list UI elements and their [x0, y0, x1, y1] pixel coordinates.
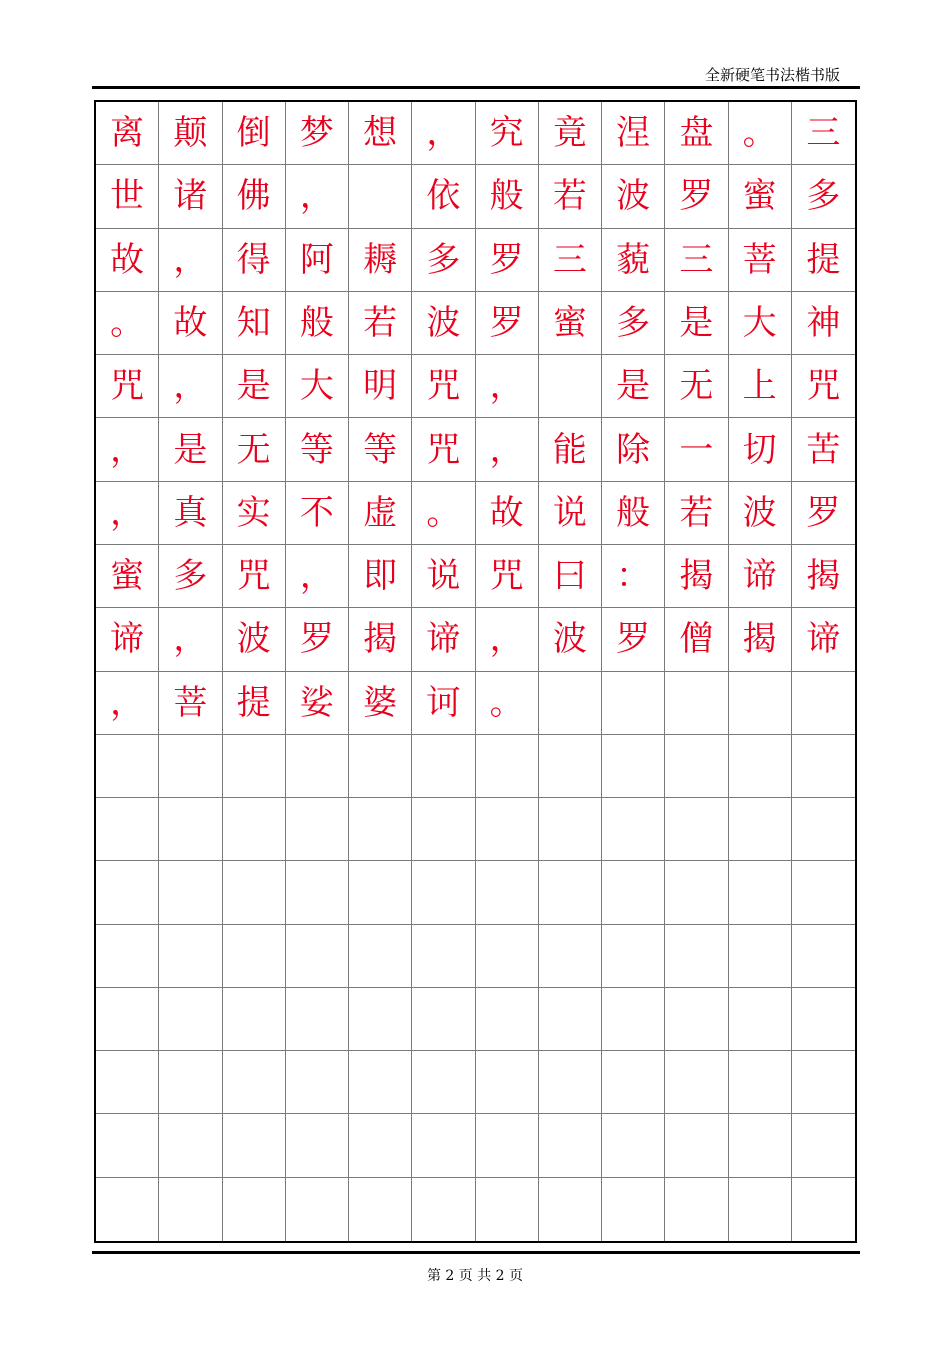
grid-cell — [729, 925, 792, 988]
grid-cell — [476, 1051, 539, 1114]
grid-cell — [412, 988, 475, 1051]
grid-cell: 大 — [286, 355, 349, 418]
grid-cell: 能 — [539, 418, 602, 481]
grid-cell: 三 — [792, 102, 855, 165]
grid-cell — [476, 798, 539, 861]
grid-cell: 一 — [665, 418, 728, 481]
grid-cell: 。 — [412, 482, 475, 545]
grid-cell: 实 — [223, 482, 286, 545]
grid-cell — [96, 798, 159, 861]
grid-cell: 娑 — [286, 672, 349, 735]
grid-cell: 苦 — [792, 418, 855, 481]
grid-cell: 耨 — [349, 229, 412, 292]
grid-cell: ： — [602, 545, 665, 608]
grid-cell — [792, 925, 855, 988]
grid-cell: 咒 — [792, 355, 855, 418]
grid-cell — [349, 165, 412, 228]
grid-cell: 竟 — [539, 102, 602, 165]
grid-cell: 说 — [539, 482, 602, 545]
grid-cell — [159, 798, 222, 861]
grid-cell — [602, 1114, 665, 1177]
grid-cell: 故 — [476, 482, 539, 545]
grid-cell: 多 — [602, 292, 665, 355]
grid-cell — [223, 1051, 286, 1114]
grid-cell — [539, 355, 602, 418]
grid-cell — [223, 925, 286, 988]
grid-cell: 无 — [223, 418, 286, 481]
grid-cell: 依 — [412, 165, 475, 228]
footer-rule — [92, 1251, 860, 1254]
grid-cell — [349, 1051, 412, 1114]
grid-cell — [539, 672, 602, 735]
grid-cell — [729, 1114, 792, 1177]
grid-cell: 罗 — [792, 482, 855, 545]
grid-cell: 神 — [792, 292, 855, 355]
grid-cell: 般 — [286, 292, 349, 355]
grid-cell: 谛 — [792, 608, 855, 671]
grid-cell — [223, 1114, 286, 1177]
grid-cell: 若 — [665, 482, 728, 545]
grid-cell — [729, 735, 792, 798]
grid-cell — [665, 1114, 728, 1177]
grid-cell: 等 — [286, 418, 349, 481]
grid-cell: 盘 — [665, 102, 728, 165]
grid-cell: 倒 — [223, 102, 286, 165]
grid-cell: ， — [476, 608, 539, 671]
grid-cell: 是 — [665, 292, 728, 355]
grid-cell: ， — [96, 672, 159, 735]
grid-cell — [729, 798, 792, 861]
grid-cell: 即 — [349, 545, 412, 608]
grid-cell — [729, 1178, 792, 1241]
grid-cell: 真 — [159, 482, 222, 545]
grid-cell: 梦 — [286, 102, 349, 165]
grid-cell — [412, 925, 475, 988]
grid-cell — [665, 1178, 728, 1241]
grid-cell — [476, 861, 539, 924]
grid-cell — [476, 1178, 539, 1241]
grid-cell — [539, 1114, 602, 1177]
practice-grid — [96, 102, 855, 1241]
grid-cell: 谛 — [96, 608, 159, 671]
grid-cell: 涅 — [602, 102, 665, 165]
grid-cell — [223, 798, 286, 861]
grid-cell — [159, 861, 222, 924]
grid-cell — [349, 861, 412, 924]
grid-cell: 。 — [96, 292, 159, 355]
grid-cell — [476, 988, 539, 1051]
grid-cell — [159, 1178, 222, 1241]
grid-cell: 般 — [602, 482, 665, 545]
grid-cell — [159, 925, 222, 988]
grid-cell — [412, 735, 475, 798]
grid-cell — [539, 861, 602, 924]
grid-cell — [665, 672, 728, 735]
grid-cell: ， — [286, 165, 349, 228]
grid-cell: 波 — [602, 165, 665, 228]
grid-cell: 波 — [539, 608, 602, 671]
grid-cell — [412, 798, 475, 861]
grid-cell: 上 — [729, 355, 792, 418]
grid-cell — [602, 798, 665, 861]
grid-cell — [96, 1051, 159, 1114]
grid-cell: 切 — [729, 418, 792, 481]
grid-cell — [539, 988, 602, 1051]
grid-cell — [223, 735, 286, 798]
grid-cell — [96, 1114, 159, 1177]
grid-cell: 。 — [476, 672, 539, 735]
grid-cell: 波 — [729, 482, 792, 545]
grid-cell: 故 — [96, 229, 159, 292]
grid-cell: 得 — [223, 229, 286, 292]
grid-cell: 诃 — [412, 672, 475, 735]
grid-cell: 咒 — [96, 355, 159, 418]
grid-cell — [539, 1051, 602, 1114]
grid-cell — [792, 672, 855, 735]
grid-cell — [729, 1051, 792, 1114]
grid-cell — [159, 988, 222, 1051]
grid-cell: 虚 — [349, 482, 412, 545]
grid-cell: 多 — [412, 229, 475, 292]
grid-cell — [602, 925, 665, 988]
grid-cell: 揭 — [349, 608, 412, 671]
grid-cell: 揭 — [729, 608, 792, 671]
grid-cell — [349, 798, 412, 861]
grid-cell — [349, 1178, 412, 1241]
grid-cell: 阿 — [286, 229, 349, 292]
grid-cell: 提 — [792, 229, 855, 292]
grid-cell — [286, 861, 349, 924]
grid-cell — [602, 1051, 665, 1114]
grid-cell — [159, 735, 222, 798]
grid-cell: 颠 — [159, 102, 222, 165]
grid-cell — [286, 735, 349, 798]
grid-cell: ， — [286, 545, 349, 608]
grid-cell — [665, 798, 728, 861]
grid-cell: 谛 — [412, 608, 475, 671]
grid-cell — [349, 925, 412, 988]
grid-cell: 诸 — [159, 165, 222, 228]
grid-cell — [286, 988, 349, 1051]
grid-cell: ， — [159, 355, 222, 418]
grid-cell — [792, 798, 855, 861]
grid-cell: 佛 — [223, 165, 286, 228]
grid-cell: 世 — [96, 165, 159, 228]
grid-cell: 若 — [349, 292, 412, 355]
grid-cell — [349, 1114, 412, 1177]
grid-cell — [665, 735, 728, 798]
practice-grid-frame — [94, 100, 857, 1243]
grid-cell: 咒 — [412, 418, 475, 481]
grid-cell — [665, 861, 728, 924]
grid-cell: 是 — [159, 418, 222, 481]
grid-cell: 说 — [412, 545, 475, 608]
grid-cell: 波 — [412, 292, 475, 355]
grid-cell — [223, 1178, 286, 1241]
grid-cell — [729, 988, 792, 1051]
grid-cell — [349, 988, 412, 1051]
grid-cell — [286, 1178, 349, 1241]
grid-cell — [96, 988, 159, 1051]
grid-cell — [412, 1114, 475, 1177]
grid-cell: ， — [476, 418, 539, 481]
grid-cell — [539, 735, 602, 798]
grid-cell — [159, 1114, 222, 1177]
grid-cell — [223, 988, 286, 1051]
grid-cell: ， — [96, 482, 159, 545]
grid-cell: 大 — [729, 292, 792, 355]
grid-cell: 咒 — [412, 355, 475, 418]
grid-cell: 罗 — [602, 608, 665, 671]
grid-cell: 咒 — [223, 545, 286, 608]
grid-cell: 罗 — [476, 292, 539, 355]
grid-cell: 咒 — [476, 545, 539, 608]
grid-cell: 罗 — [665, 165, 728, 228]
grid-cell — [792, 735, 855, 798]
grid-cell: 揭 — [792, 545, 855, 608]
grid-cell: 菩 — [729, 229, 792, 292]
grid-cell — [729, 672, 792, 735]
grid-cell: 提 — [223, 672, 286, 735]
grid-cell — [602, 988, 665, 1051]
grid-cell — [159, 1051, 222, 1114]
grid-cell — [792, 988, 855, 1051]
grid-cell — [286, 1114, 349, 1177]
grid-cell: 波 — [223, 608, 286, 671]
grid-cell — [792, 1114, 855, 1177]
grid-cell: 除 — [602, 418, 665, 481]
grid-cell — [96, 925, 159, 988]
grid-cell — [602, 861, 665, 924]
grid-cell: 若 — [539, 165, 602, 228]
grid-cell: 僧 — [665, 608, 728, 671]
grid-cell: 不 — [286, 482, 349, 545]
header-title: 全新硬笔书法楷书版 — [704, 66, 840, 84]
grid-cell — [412, 861, 475, 924]
grid-cell — [412, 1178, 475, 1241]
grid-cell — [792, 861, 855, 924]
header-rule — [92, 86, 860, 89]
grid-cell: 三 — [665, 229, 728, 292]
grid-cell — [539, 1178, 602, 1241]
grid-cell: 婆 — [349, 672, 412, 735]
grid-cell: 揭 — [665, 545, 728, 608]
grid-cell: 蜜 — [539, 292, 602, 355]
grid-cell: 罗 — [476, 229, 539, 292]
grid-cell — [792, 1178, 855, 1241]
grid-cell: 是 — [602, 355, 665, 418]
grid-cell — [412, 1051, 475, 1114]
grid-cell: ， — [412, 102, 475, 165]
grid-cell — [223, 861, 286, 924]
grid-cell: 故 — [159, 292, 222, 355]
grid-cell — [286, 925, 349, 988]
grid-cell: 明 — [349, 355, 412, 418]
grid-cell — [539, 925, 602, 988]
grid-cell: 菩 — [159, 672, 222, 735]
grid-cell: 无 — [665, 355, 728, 418]
grid-cell — [729, 861, 792, 924]
grid-cell: 罗 — [286, 608, 349, 671]
grid-cell: 般 — [476, 165, 539, 228]
grid-cell — [349, 735, 412, 798]
grid-cell: 等 — [349, 418, 412, 481]
grid-cell: 究 — [476, 102, 539, 165]
grid-cell: 知 — [223, 292, 286, 355]
grid-cell: 多 — [159, 545, 222, 608]
grid-cell: 藐 — [602, 229, 665, 292]
grid-cell — [96, 1178, 159, 1241]
grid-cell: 蜜 — [96, 545, 159, 608]
grid-cell — [602, 735, 665, 798]
grid-cell: ， — [96, 418, 159, 481]
page-indicator: 第 2 页 共 2 页 — [426, 1268, 524, 1284]
grid-cell — [286, 1051, 349, 1114]
grid-cell: 多 — [792, 165, 855, 228]
grid-cell — [476, 1114, 539, 1177]
grid-cell: ， — [476, 355, 539, 418]
grid-cell: 谛 — [729, 545, 792, 608]
grid-cell — [792, 1051, 855, 1114]
grid-cell — [539, 798, 602, 861]
grid-cell — [602, 672, 665, 735]
grid-cell: 离 — [96, 102, 159, 165]
grid-cell: 三 — [539, 229, 602, 292]
grid-cell — [665, 925, 728, 988]
grid-cell: 曰 — [539, 545, 602, 608]
grid-cell: 。 — [729, 102, 792, 165]
grid-cell — [286, 798, 349, 861]
grid-cell: ， — [159, 229, 222, 292]
grid-cell: 想 — [349, 102, 412, 165]
grid-cell — [96, 861, 159, 924]
grid-cell: 是 — [223, 355, 286, 418]
grid-cell — [665, 988, 728, 1051]
grid-cell — [476, 925, 539, 988]
grid-cell — [476, 735, 539, 798]
grid-cell — [665, 1051, 728, 1114]
grid-cell — [602, 1178, 665, 1241]
grid-cell: ， — [159, 608, 222, 671]
grid-cell — [96, 735, 159, 798]
grid-cell: 蜜 — [729, 165, 792, 228]
